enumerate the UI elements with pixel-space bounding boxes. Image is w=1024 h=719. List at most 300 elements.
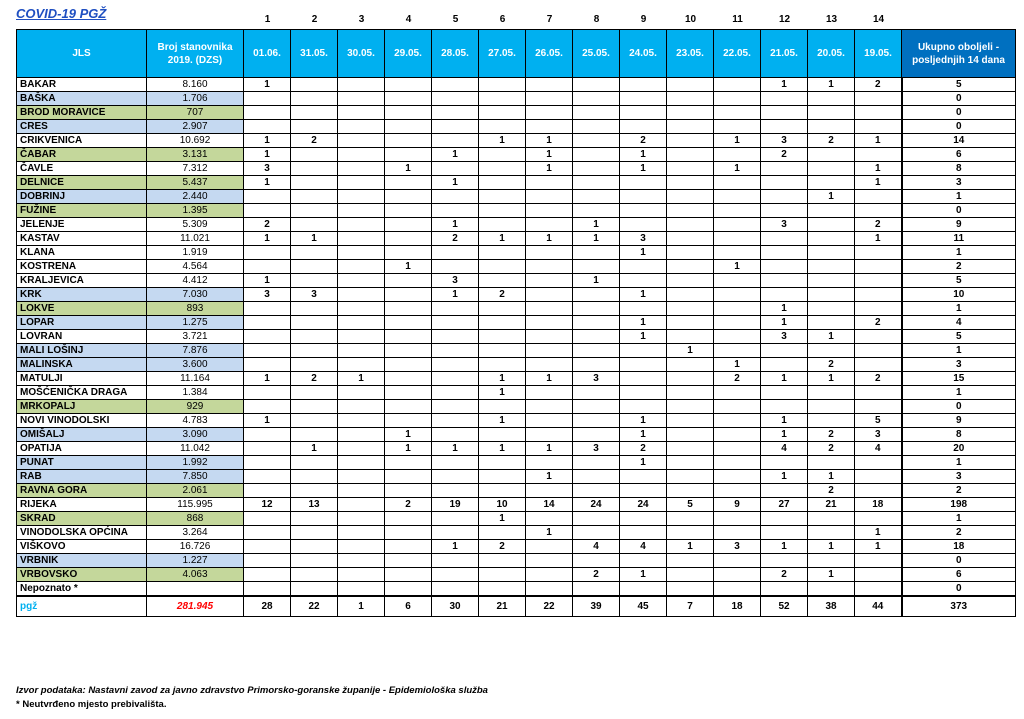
case-count-cell [808,106,855,120]
case-count-cell: 1 [244,148,291,162]
case-count-cell [244,106,291,120]
case-count-cell [667,484,714,498]
case-count-cell [291,302,338,316]
case-count-cell: 4 [761,442,808,456]
case-count-cell [432,526,479,540]
case-count-cell: 3 [291,288,338,302]
summary-count-cell: 22 [526,596,573,617]
case-count-cell [385,246,432,260]
case-count-cell [385,190,432,204]
case-count-cell [855,344,902,358]
case-count-cell: 24 [620,498,667,512]
case-count-cell: 3 [432,274,479,288]
case-count-cell [714,176,761,190]
table-row [17,414,1016,428]
case-count-cell [291,176,338,190]
population-cell: 1.395 [147,204,244,218]
case-count-cell: 1 [432,540,479,554]
case-count-cell [526,288,573,302]
case-count-cell: 2 [385,498,432,512]
municipality-name: MATULJI [17,372,147,386]
case-count-cell [808,582,855,597]
case-count-cell [244,358,291,372]
case-count-cell: 3 [761,134,808,148]
population-cell: 115.995 [147,498,244,512]
municipality-name: PUNAT [17,456,147,470]
total-cell: 10 [902,288,1016,302]
table-row [17,400,1016,414]
case-count-cell [761,92,808,106]
case-count-cell [526,274,573,288]
case-count-cell: 1 [385,162,432,176]
case-count-cell: 2 [573,568,620,582]
case-count-cell [385,204,432,218]
case-count-cell [338,232,385,246]
case-count-cell [338,470,385,484]
case-count-cell [573,526,620,540]
case-count-cell [761,512,808,526]
case-count-cell [526,386,573,400]
case-count-cell [761,246,808,260]
case-count-cell: 13 [291,498,338,512]
municipality-name: ČABAR [17,148,147,162]
case-count-cell: 1 [761,316,808,330]
summary-count-cell: 52 [761,596,808,617]
population-cell: 4.783 [147,414,244,428]
case-count-cell [526,400,573,414]
case-count-cell [761,456,808,470]
population-cell: 3.721 [147,330,244,344]
case-count-cell [667,274,714,288]
case-count-cell [808,148,855,162]
total-cell: 0 [902,400,1016,414]
case-count-cell [808,414,855,428]
case-count-cell: 1 [620,568,667,582]
case-count-cell [526,120,573,134]
population-cell: 1.992 [147,456,244,470]
case-count-cell [244,386,291,400]
case-count-cell [855,302,902,316]
case-count-cell [291,484,338,498]
day-number: 3 [358,14,365,25]
case-count-cell: 1 [667,540,714,554]
case-count-cell [432,162,479,176]
case-count-cell [385,288,432,302]
case-count-cell [432,92,479,106]
case-count-cell [291,568,338,582]
case-count-cell [338,316,385,330]
case-count-cell [244,512,291,526]
municipality-name: FUŽINE [17,204,147,218]
case-count-cell [432,484,479,498]
case-count-cell [432,400,479,414]
case-count-cell [385,92,432,106]
total-cell: 14 [902,134,1016,148]
case-count-cell: 1 [714,260,761,274]
case-count-cell [714,106,761,120]
case-count-cell [714,554,761,568]
case-count-cell: 1 [432,148,479,162]
case-count-cell: 1 [573,232,620,246]
case-count-cell [573,288,620,302]
case-count-cell: 1 [761,414,808,428]
case-count-cell [338,330,385,344]
case-count-cell: 3 [761,330,808,344]
case-count-cell: 4 [620,540,667,554]
case-count-cell [291,274,338,288]
case-count-cell: 1 [620,428,667,442]
case-count-cell [338,568,385,582]
municipality-name: MRKOPALJ [17,400,147,414]
case-count-cell [291,218,338,232]
case-count-cell: 3 [573,372,620,386]
case-count-cell: 1 [667,344,714,358]
population-cell: 929 [147,400,244,414]
case-count-cell [855,246,902,260]
population-cell [147,582,244,597]
case-count-cell: 1 [855,162,902,176]
municipality-name: BROD MORAVICE [17,106,147,120]
case-count-cell: 1 [244,372,291,386]
header-population: Broj stanovnika 2019. (DZS) [147,30,244,78]
case-count-cell [338,442,385,456]
case-count-cell [573,414,620,428]
case-count-cell [479,176,526,190]
table-row [17,78,1016,92]
case-count-cell: 1 [808,330,855,344]
summary-count-cell: 45 [620,596,667,617]
case-count-cell [573,176,620,190]
case-count-cell [620,400,667,414]
case-count-cell [573,134,620,148]
case-count-cell [526,428,573,442]
case-count-cell [291,148,338,162]
case-count-cell [385,344,432,358]
case-count-cell [526,92,573,106]
case-count-cell: 12 [244,498,291,512]
case-count-cell: 21 [808,498,855,512]
case-count-cell [714,232,761,246]
total-cell: 5 [902,78,1016,92]
case-count-cell: 1 [244,414,291,428]
total-cell: 9 [902,218,1016,232]
total-cell: 1 [902,344,1016,358]
case-count-cell [291,554,338,568]
population-cell: 7.030 [147,288,244,302]
population-cell: 11.164 [147,372,244,386]
day-number: 6 [499,14,506,25]
total-cell: 1 [902,246,1016,260]
case-count-cell [526,190,573,204]
case-count-cell [573,512,620,526]
case-count-cell [291,120,338,134]
case-count-cell [244,470,291,484]
day-number: 11 [732,14,743,25]
case-count-cell [385,176,432,190]
total-cell: 0 [902,554,1016,568]
case-count-cell [714,316,761,330]
case-count-cell [432,78,479,92]
total-cell: 3 [902,470,1016,484]
case-count-cell [761,232,808,246]
case-count-cell [432,470,479,484]
case-count-cell [808,176,855,190]
header-date: 20.05. [808,30,855,78]
case-count-cell: 1 [479,442,526,456]
case-count-cell [714,428,761,442]
total-cell: 0 [902,106,1016,120]
day-number: 13 [825,14,838,25]
case-count-cell: 1 [526,372,573,386]
case-count-cell [479,316,526,330]
case-count-cell [291,92,338,106]
population-cell: 7.876 [147,344,244,358]
case-count-cell [714,414,761,428]
case-count-cell [432,568,479,582]
population-cell: 10.692 [147,134,244,148]
municipality-name: KOSTRENA [17,260,147,274]
case-count-cell [291,428,338,442]
case-count-cell [855,288,902,302]
case-count-cell [573,484,620,498]
total-cell: 6 [902,568,1016,582]
case-count-cell: 1 [620,414,667,428]
case-count-cell [291,540,338,554]
case-count-cell [761,120,808,134]
case-count-cell [855,554,902,568]
population-cell: 5.309 [147,218,244,232]
case-count-cell [714,512,761,526]
case-count-cell: 4 [855,442,902,456]
municipality-name: KLANA [17,246,147,260]
municipality-name: KRALJEVICA [17,274,147,288]
municipality-name: VRBNIK [17,554,147,568]
case-count-cell [385,134,432,148]
case-count-cell [432,106,479,120]
case-count-cell [526,484,573,498]
population-cell: 1.275 [147,316,244,330]
case-count-cell: 10 [479,498,526,512]
case-count-cell [808,288,855,302]
case-count-cell [667,428,714,442]
case-count-cell [291,260,338,274]
case-count-cell [667,218,714,232]
municipality-name: MALINSKA [17,358,147,372]
case-count-cell [432,302,479,316]
case-count-cell [573,582,620,597]
municipality-name: VINODOLSKA OPĆINA [17,526,147,540]
total-cell: 3 [902,358,1016,372]
header-total: Ukupno oboljeli - posljednjih 14 dana [902,30,1016,78]
case-count-cell: 1 [479,134,526,148]
case-count-cell: 1 [714,134,761,148]
case-count-cell: 2 [855,78,902,92]
case-count-cell [667,78,714,92]
case-count-cell [432,358,479,372]
case-count-cell [244,484,291,498]
case-count-cell [620,302,667,316]
case-count-cell [573,386,620,400]
header-date: 25.05. [573,30,620,78]
population-cell: 11.042 [147,442,244,456]
header-date: 19.05. [855,30,902,78]
case-count-cell [620,106,667,120]
case-count-cell [761,400,808,414]
case-count-cell: 1 [714,162,761,176]
case-count-cell: 1 [432,288,479,302]
case-count-cell [479,428,526,442]
total-cell: 15 [902,372,1016,386]
municipality-name: KRK [17,288,147,302]
case-count-cell [855,400,902,414]
case-count-cell [808,260,855,274]
population-cell: 2.061 [147,484,244,498]
case-count-cell [667,554,714,568]
case-count-cell [667,526,714,540]
case-count-cell [855,470,902,484]
total-cell: 0 [902,120,1016,134]
case-count-cell: 1 [479,386,526,400]
case-count-cell [479,162,526,176]
case-count-cell [385,120,432,134]
case-count-cell [667,148,714,162]
case-count-cell [667,442,714,456]
case-count-cell [291,526,338,540]
case-count-cell [808,302,855,316]
case-count-cell [432,330,479,344]
case-count-cell [855,274,902,288]
summary-count-cell: 28 [244,596,291,617]
case-count-cell: 2 [432,232,479,246]
table-row [17,526,1016,540]
case-count-cell: 3 [573,442,620,456]
case-count-cell: 1 [244,176,291,190]
case-count-cell [667,400,714,414]
case-count-cell [338,176,385,190]
case-count-cell [338,484,385,498]
case-count-cell [573,190,620,204]
case-count-cell [620,386,667,400]
case-count-cell [479,78,526,92]
case-count-cell: 1 [620,330,667,344]
case-count-cell [244,92,291,106]
case-count-cell: 1 [808,568,855,582]
case-count-cell [526,414,573,428]
population-cell: 1.706 [147,92,244,106]
case-count-cell [761,204,808,218]
case-count-cell [291,512,338,526]
case-count-cell [291,330,338,344]
case-count-cell: 1 [855,526,902,540]
case-count-cell [620,204,667,218]
case-count-cell [244,204,291,218]
table-row [17,134,1016,148]
case-count-cell [385,386,432,400]
case-count-cell [808,204,855,218]
municipality-name: RAVNA GORA [17,484,147,498]
case-count-cell [385,148,432,162]
case-count-cell [761,582,808,597]
case-count-cell: 1 [808,470,855,484]
total-cell: 11 [902,232,1016,246]
case-count-cell [808,274,855,288]
municipality-name: BAŠKA [17,92,147,106]
day-number: 2 [311,14,318,25]
case-count-cell: 1 [291,442,338,456]
case-count-cell: 1 [808,540,855,554]
case-count-cell [479,218,526,232]
case-count-cell [479,148,526,162]
case-count-cell [620,176,667,190]
case-count-cell [761,260,808,274]
case-count-cell [338,400,385,414]
case-count-cell [385,456,432,470]
case-count-cell [385,414,432,428]
day-number: 7 [546,14,553,25]
case-count-cell: 1 [761,372,808,386]
case-count-cell: 1 [244,134,291,148]
table-row [17,288,1016,302]
case-count-cell: 1 [761,302,808,316]
municipality-name: CRES [17,120,147,134]
case-count-cell [432,316,479,330]
case-count-cell [385,582,432,597]
case-count-cell [291,190,338,204]
table-row [17,568,1016,582]
total-cell: 8 [902,428,1016,442]
summary-total: 373 [902,596,1016,617]
case-count-cell [338,246,385,260]
case-count-cell [291,358,338,372]
case-count-cell: 1 [479,512,526,526]
case-count-cell [479,484,526,498]
case-count-cell [808,92,855,106]
case-count-cell [620,526,667,540]
day-number: 10 [684,14,697,25]
total-cell: 8 [902,162,1016,176]
case-count-cell: 1 [479,232,526,246]
municipality-name: OPATIJA [17,442,147,456]
case-count-cell: 2 [808,442,855,456]
case-count-cell [667,512,714,526]
case-count-cell: 1 [620,288,667,302]
case-count-cell [338,78,385,92]
case-count-cell [620,260,667,274]
case-count-cell [714,302,761,316]
case-count-cell [667,568,714,582]
case-count-cell [855,484,902,498]
case-count-cell [667,302,714,316]
case-count-cell [526,456,573,470]
case-count-cell [291,470,338,484]
case-count-cell [244,316,291,330]
case-count-cell: 4 [573,540,620,554]
case-count-cell: 1 [573,218,620,232]
case-count-cell [667,92,714,106]
header-date: 30.05. [338,30,385,78]
case-count-cell: 1 [432,218,479,232]
population-cell: 11.021 [147,232,244,246]
case-count-cell: 14 [526,498,573,512]
case-count-cell [338,134,385,148]
case-count-cell [338,386,385,400]
case-count-cell [620,92,667,106]
case-count-cell [667,246,714,260]
case-count-cell [761,554,808,568]
case-count-cell [291,582,338,597]
case-count-cell [385,526,432,540]
case-count-cell [526,218,573,232]
